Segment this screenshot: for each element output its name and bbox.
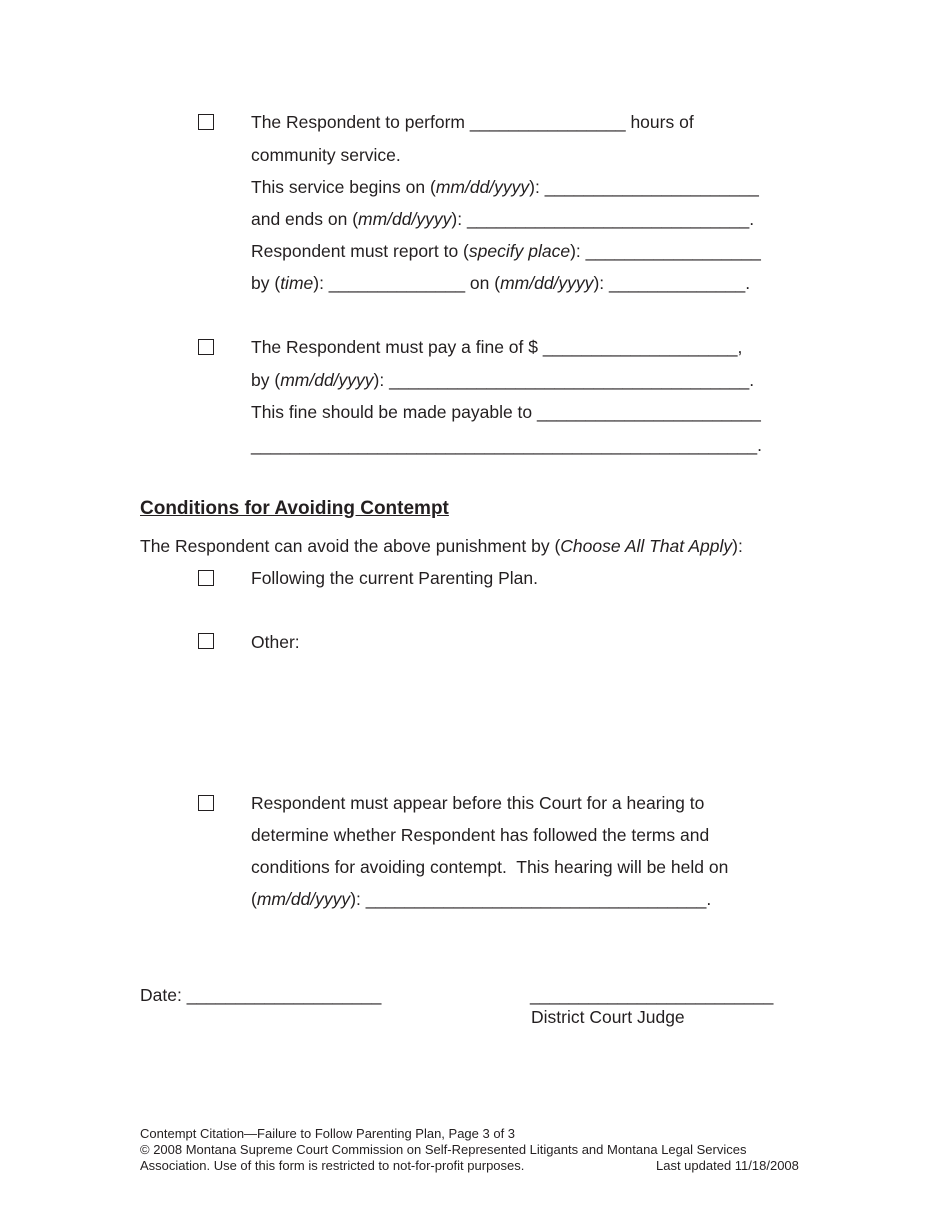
conditions-intro-end: ):: [732, 536, 743, 556]
hearing-paren: (: [251, 889, 257, 909]
community-service-begins-line: [251, 177, 759, 197]
fine-date-format: mm/dd/yyyy: [280, 370, 374, 390]
hearing-line-2: determine whether Respondent has followed the terms and: [251, 825, 710, 845]
parenting-plan-label: Following the current Parenting Plan.: [251, 568, 538, 588]
fine-date-label: by (: [251, 370, 281, 390]
begins-format: mm/dd/yyyy: [435, 177, 530, 197]
community-service-line-2: community service.: [251, 145, 401, 165]
parenting-plan-checkbox[interactable]: [198, 570, 214, 586]
begins-blank[interactable]: ): ______________________: [529, 177, 759, 197]
time-format: time: [280, 273, 314, 293]
hearing-date-blank[interactable]: ): ___________________________________.: [350, 889, 712, 909]
time-label: by (: [251, 273, 281, 293]
footer-copyright: © 2008 Montana Supreme Court Commission on Self-Represented Litigants and Montana Legal Services: [140, 1142, 747, 1157]
date-field[interactable]: Date: ____________________: [140, 985, 382, 1005]
community-service-time-line: [251, 273, 750, 293]
ends-format: mm/dd/yyyy: [358, 209, 452, 229]
judge-label: District Court Judge: [531, 1007, 685, 1027]
begins-label: This service begins on (: [251, 177, 436, 197]
hearing-line-3: conditions for avoiding contempt. This hearing will be held on: [251, 857, 729, 877]
fine-line-1: The Respondent must pay a fine of $ ____________________,: [251, 337, 743, 357]
hearing-date-format: mm/dd/yyyy: [256, 889, 351, 909]
other-checkbox[interactable]: [198, 633, 214, 649]
hearing-date-line: [251, 889, 711, 909]
conditions-heading: Conditions for Avoiding Contempt: [140, 498, 449, 519]
date-format: mm/dd/yyyy: [500, 273, 594, 293]
other-label: Other:: [251, 632, 300, 652]
date-blank[interactable]: ): ______________.: [593, 273, 751, 293]
ends-label: and ends on (: [251, 209, 359, 229]
community-service-line-1: The Respondent to perform ________________ hours of: [251, 112, 694, 132]
hearing-checkbox[interactable]: [198, 795, 214, 811]
community-service-report-line: [251, 241, 761, 261]
fine-date-blank[interactable]: ): _____________________________________.: [373, 370, 755, 390]
community-service-ends-line: [251, 209, 754, 229]
report-blank[interactable]: ): __________________: [570, 241, 761, 261]
judge-signature-line[interactable]: _________________________: [530, 985, 774, 1005]
fine-payable-blank[interactable]: ____________________________________________________.: [251, 435, 762, 455]
conditions-intro-italic: Choose All That Apply: [560, 536, 733, 556]
footer-restriction: Association. Use of this form is restricted to not-for-profit purposes.: [140, 1158, 525, 1173]
hearing-line-1: Respondent must appear before this Court for a hearing to: [251, 793, 705, 813]
fine-date-line: [251, 370, 754, 390]
footer-updated: Last updated 11/18/2008: [656, 1158, 799, 1173]
fine-payable-line: This fine should be made payable to _______________________: [251, 402, 761, 422]
conditions-intro: [140, 536, 743, 556]
footer-title: Contempt Citation—Failure to Follow Parenting Plan, Page 3 of 3: [140, 1126, 516, 1141]
report-format: specify place: [468, 241, 571, 261]
report-label: Respondent must report to (: [251, 241, 469, 261]
time-blank[interactable]: ): ______________ on (: [313, 273, 501, 293]
community-service-checkbox[interactable]: [198, 114, 214, 130]
ends-blank[interactable]: ): _____________________________.: [451, 209, 755, 229]
fine-checkbox[interactable]: [198, 339, 214, 355]
conditions-intro-text: The Respondent can avoid the above punishment by (: [140, 536, 561, 556]
